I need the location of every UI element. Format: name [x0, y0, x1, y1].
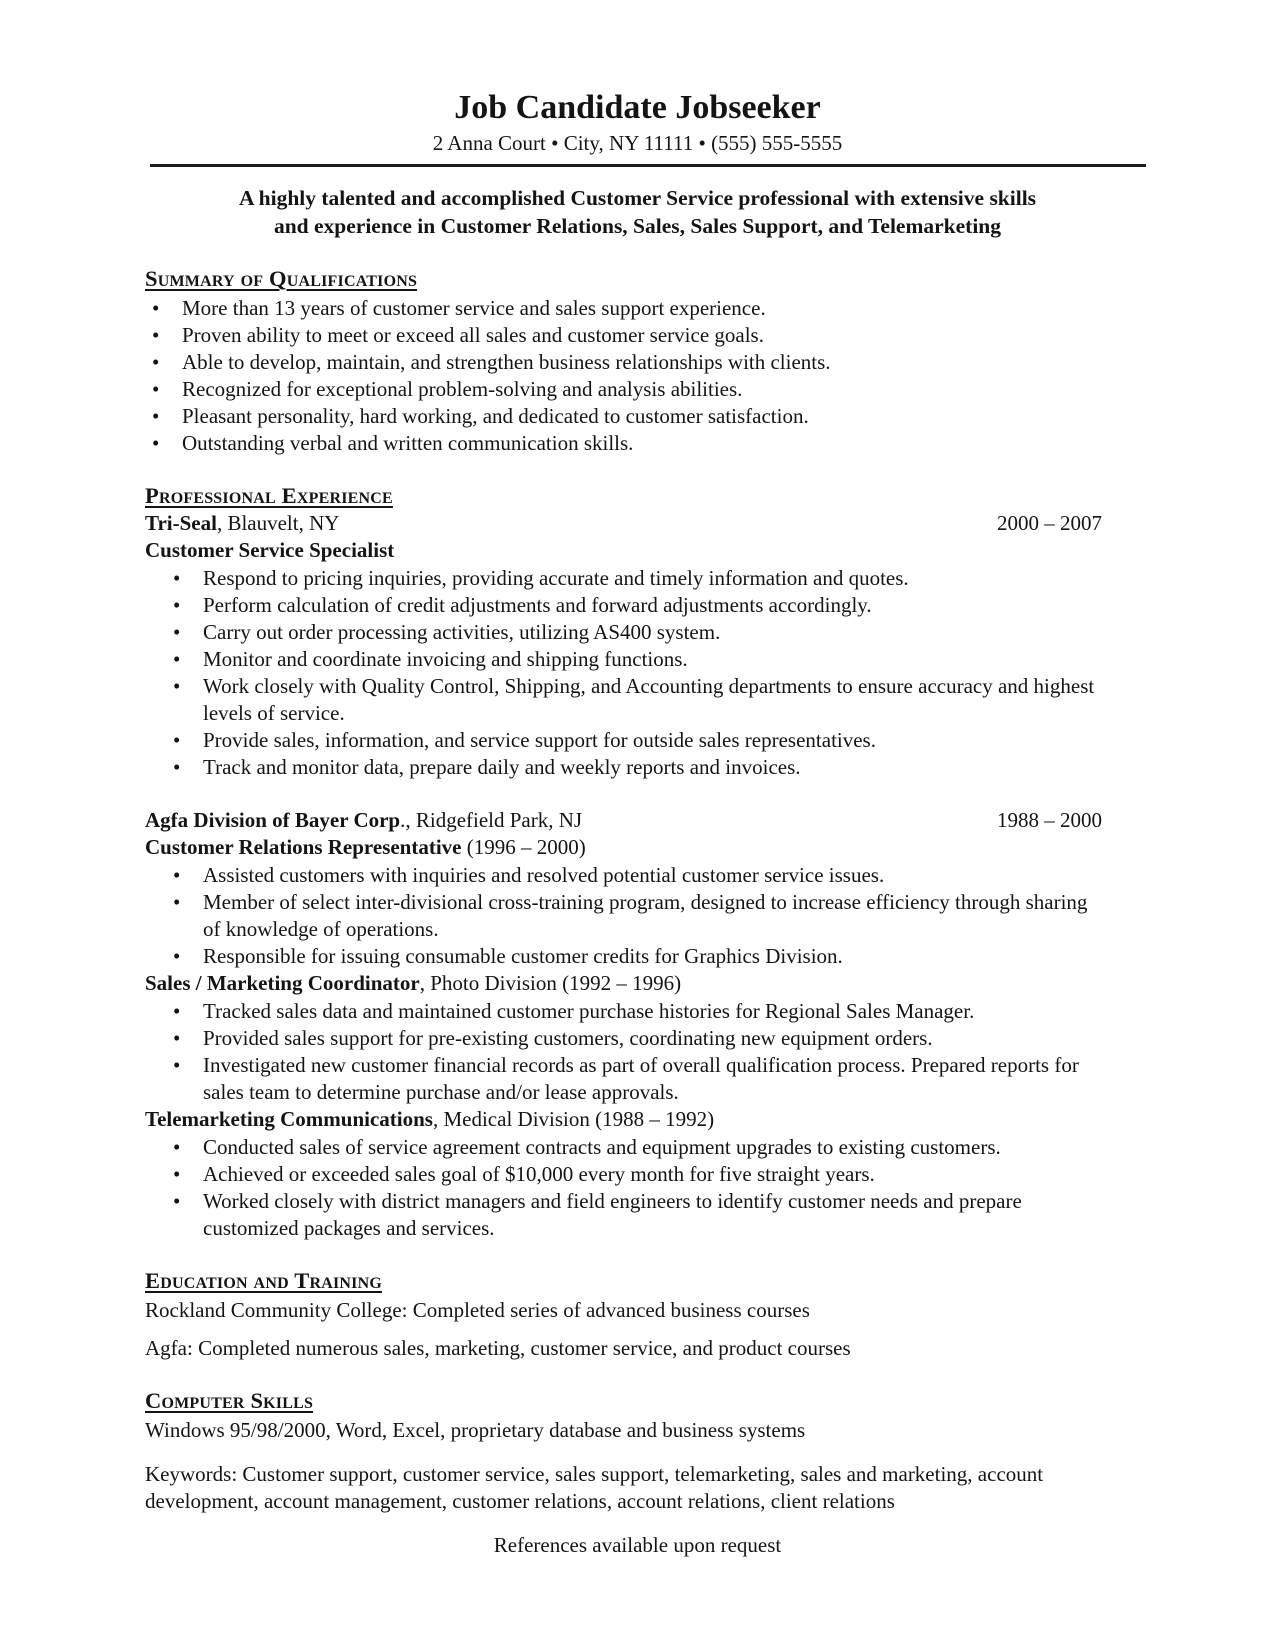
role-bullet: • Tracked sales data and maintained customer purchase histories for Regional Sales Manager. [145, 998, 1097, 1025]
role-bullet: • Perform calculation of credit adjustments and forward adjustments accordingly. [145, 592, 1097, 619]
role-name: Customer Relations Representative [145, 835, 462, 859]
summary-bullet: • More than 13 years of customer service and sales support experience. [145, 295, 1130, 322]
role-bullet: • Member of select inter-divisional cross-training program, designed to increase efficiency through sharing of knowledge of operations. [145, 889, 1097, 943]
headline [145, 184, 1130, 240]
role-bullet: • Provided sales support for pre-existing customers, coordinating new equipment orders. [145, 1025, 1097, 1052]
role-title [145, 1106, 1130, 1133]
role-bullet-list [145, 862, 1097, 970]
education-line: Rockland Community College: Completed series of advanced business courses [145, 1298, 810, 1322]
role-bullet-list [145, 565, 1097, 781]
role-bullet-list [145, 1134, 1097, 1242]
summary-bullet: • Proven ability to meet or exceed all sales and customer service goals. [145, 322, 1130, 349]
role-bullet: • Worked closely with district managers and field engineers to identify customer needs and prepare customized packages and services. [145, 1188, 1097, 1242]
section-summary [145, 265, 1130, 457]
education-title: Education and Training [145, 1268, 382, 1293]
education-line: Agfa: Completed numerous sales, marketing, customer service, and product courses [145, 1336, 851, 1360]
section-education [145, 1267, 1130, 1362]
role-bullet: • Carry out order processing activities, utilizing AS400 system. [145, 619, 1097, 646]
role-bullet: • Conducted sales of service agreement contracts and equipment upgrades to existing customers. [145, 1134, 1097, 1161]
section-experience [145, 482, 1130, 1242]
company-line [145, 510, 339, 537]
headline-line-1: A highly talented and accomplished Customer Service professional with extensive skills [238, 186, 1037, 210]
experience-title: Professional Experience [145, 483, 393, 508]
summary-list [145, 295, 1130, 457]
company-line [145, 807, 582, 834]
role-bullet: • Responsible for issuing consumable customer credits for Graphics Division. [145, 943, 1097, 970]
header-divider [150, 164, 1146, 167]
summary-title: Summary of Qualifications [145, 266, 418, 291]
references-line: References available upon request [493, 1533, 782, 1557]
role-title [145, 834, 1130, 861]
role-bullet: • Respond to pricing inquiries, providing accurate and timely information and quotes. [145, 565, 1097, 592]
role-bullet: • Assisted customers with inquiries and resolved potential customer service issues. [145, 862, 1097, 889]
role-suffix: , Medical Division (1988 – 1992) [432, 1107, 715, 1131]
job-dates: 2000 – 2007 [997, 511, 1102, 535]
role-bullet-list [145, 998, 1097, 1106]
role-bullet: • Monitor and coordinate invoicing and shipping functions. [145, 646, 1097, 673]
role-suffix: , Photo Division (1992 – 1996) [419, 971, 682, 995]
company-location: ., Ridgefield Park, NJ [400, 808, 583, 832]
computer-skills-line: Windows 95/98/2000, Word, Excel, proprietary database and business systems [145, 1418, 806, 1442]
role-bullet: • Achieved or exceeded sales goal of $10,000 every month for five straight years. [145, 1161, 1097, 1188]
role-name: Telemarketing Communications [145, 1107, 433, 1131]
company-name: Agfa Division of Bayer Corp [145, 808, 401, 832]
role-bullet: • Track and monitor data, prepare daily and weekly reports and invoices. [145, 754, 1097, 781]
role-name: Sales / Marketing Coordinator [145, 971, 420, 995]
role-title [145, 537, 1130, 564]
job-dates: 1988 – 2000 [997, 808, 1102, 832]
role-name: Customer Service Specialist [145, 538, 395, 562]
summary-bullet: • Recognized for exceptional problem-solving and analysis abilities. [145, 376, 1130, 403]
headline-line-2: and experience in Customer Relations, Sales, Sales Support, and Telemarketing [273, 214, 1002, 238]
role-title [145, 970, 1130, 997]
role-bullet: • Investigated new customer financial records as part of overall qualification process. Prepared reports for sales team to determine purchase and/or lease approvals. [145, 1052, 1097, 1106]
summary-bullet: • Able to develop, maintain, and strengthen business relationships with clients. [145, 349, 1130, 376]
contact-line: 2 Anna Court • City, NY 11111 • (555) 555-5555 [432, 131, 843, 155]
computer-skills-title: Computer Skills [145, 1388, 314, 1413]
section-computer-skills [145, 1387, 1130, 1515]
job-header [145, 510, 1130, 537]
job-header [145, 807, 1130, 834]
role-bullet: • Work closely with Quality Control, Shipping, and Accounting departments to ensure accuracy and highest levels of service. [145, 673, 1097, 727]
candidate-name: Job Candidate Jobseeker [454, 89, 821, 126]
summary-bullet: • Pleasant personality, hard working, and dedicated to customer satisfaction. [145, 403, 1130, 430]
role-bullet: • Provide sales, information, and service support for outside sales representatives. [145, 727, 1097, 754]
keywords-line: Keywords: Customer support, customer service, sales support, telemarketing, sales and marketing, account development, account management, customer relations, account relations, client relations [145, 1462, 1044, 1513]
company-location: , Blauvelt, NY [216, 511, 340, 535]
summary-bullet: • Outstanding verbal and written communication skills. [145, 430, 1130, 457]
role-suffix: (1996 – 2000) [461, 835, 586, 859]
company-name: Tri-Seal [145, 511, 217, 535]
